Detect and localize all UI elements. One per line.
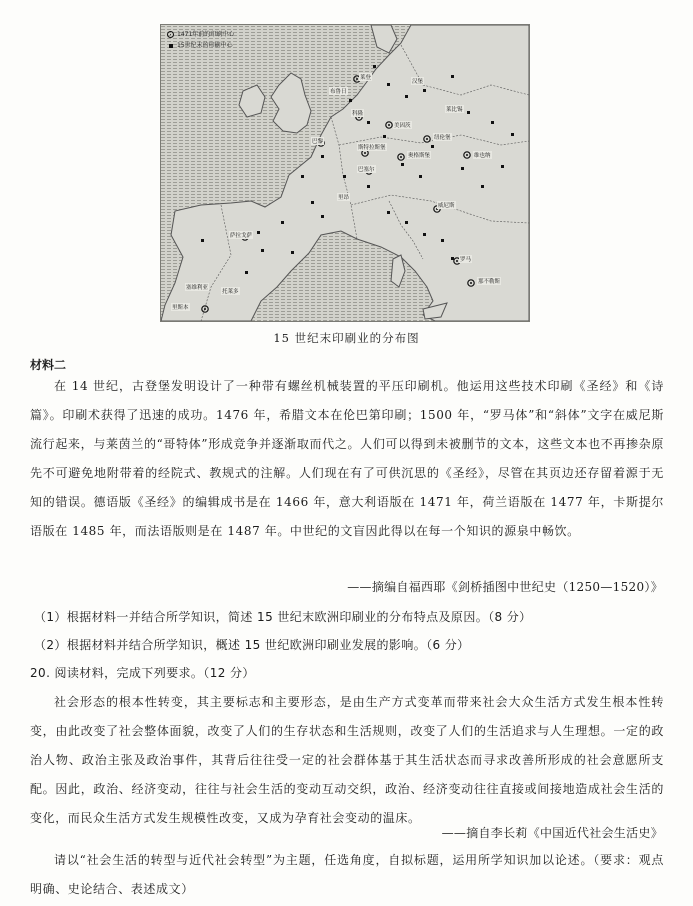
city-label: 美因茨 — [394, 123, 411, 129]
city-label: 里斯本 — [172, 305, 189, 311]
city-label: 托莱多 — [222, 289, 239, 295]
city-label: 汉堡 — [412, 79, 424, 85]
map-graphic — [161, 25, 529, 321]
minor-center-marker — [281, 221, 284, 224]
minor-center-marker — [431, 145, 434, 148]
minor-center-marker — [405, 221, 408, 224]
question-20-source: ——摘自李长莉《中国近代社会生活史》 — [441, 826, 663, 840]
minor-center-marker — [311, 201, 314, 204]
minor-center-marker — [291, 251, 294, 254]
minor-center-marker — [245, 271, 248, 274]
minor-center-marker — [423, 233, 426, 236]
minor-center-marker — [367, 121, 370, 124]
question-20-title: 20. 阅读材料，完成下列要求。（12 分） — [30, 666, 255, 680]
printing-distribution-map — [160, 24, 530, 322]
city-label: 科隆 — [352, 111, 364, 117]
minor-center-marker — [343, 175, 346, 178]
legend-entry-2 — [167, 40, 234, 51]
minor-center-marker — [467, 111, 470, 114]
question-20-paragraph: 社会形态的根本性转变，其主要标志和主要形态，是由生产方式变革而带来社会大众生活方式发生根本性转变，由此改变了社会整体面貌，改变了人们的生存状态和生活规则，改变了人们的生活追求与人生理想。一定的政治人物、政治主张及政治事件，其背后往往受一定的社会群体基于其生活状态而寻求改善所形成的社会意愿所支配。因此，政治、经济变动，往往与社会生活的变动互动交织，政治、经济变动往往直接或间接地造成社会生活的变化，而民众生活方式发生规模性改变，又成为孕育社会变动的温床。 — [30, 695, 664, 825]
city-label: 巴黎 — [312, 139, 324, 145]
minor-center-marker — [461, 167, 464, 170]
minor-center-marker — [373, 65, 376, 68]
material-2-source: ——摘编自福西耶《剑桥插图中世纪史（1250—1520）》 — [347, 580, 663, 594]
legend-label-1: 1471年前的印刷中心 — [177, 31, 235, 38]
minor-center-marker — [387, 83, 390, 86]
city-label: 巴塞尔 — [358, 167, 375, 173]
legend-entry-1 — [167, 29, 234, 40]
minor-center-marker — [419, 175, 422, 178]
square-dot-icon — [169, 44, 173, 48]
minor-center-marker — [511, 133, 514, 136]
minor-center-marker — [349, 99, 352, 102]
minor-center-marker — [383, 135, 386, 138]
material-2-paragraph: 在 14 世纪，古登堡发明设计了一种带有螺丝机械装置的平压印刷机。他运用这些技术印刷《圣经》和《诗篇》。印刷术获得了迅速的成功。1476 年，希腊文本在伦巴第印刷；1500 年，“罗马体”和“斜体”文字在威尼斯流行起来，与莱茵兰的“哥特体”形成竞争并逐渐取而代之。人们可以得到未被删节的文本，这些文本也不再掺杂原先不可避免地附带着的经院式、教规式的注解。人们现在有了可供沉思的《圣经》，尽管在其页边还存留着源于无知的错误。德语版《圣经》的编辑成书是在 1466 年，意大利语版在 1471 年，荷兰语版在 1477 年，卡斯提尔语版在 1485 年，而法语版则是在 1487 年。中世纪的文盲因此得以在每一个知识的源泉中畅饮。 — [30, 379, 664, 538]
minor-center-marker — [321, 155, 324, 158]
minor-center-marker — [441, 239, 444, 242]
ring-dot-icon — [167, 31, 174, 38]
minor-center-marker — [387, 211, 390, 214]
minor-center-marker — [405, 95, 408, 98]
minor-center-marker — [451, 75, 454, 78]
legend-label-2: 15世纪末的印刷中心 — [177, 42, 233, 49]
city-label: 罗马 — [460, 257, 472, 263]
minor-center-marker — [367, 185, 370, 188]
city-label: 威尼斯 — [438, 203, 455, 209]
city-label: 纽伦堡 — [434, 135, 451, 141]
minor-center-marker — [491, 121, 494, 124]
city-label: 莱比锡 — [446, 107, 463, 113]
minor-center-marker — [321, 215, 324, 218]
city-label: 里昂 — [338, 195, 350, 201]
minor-center-marker — [261, 249, 264, 252]
city-label: 塞维利亚 — [186, 285, 209, 291]
city-label: 布鲁日 — [330, 89, 347, 95]
minor-center-marker — [481, 185, 484, 188]
map-caption: 15 世纪末印刷业的分布图 — [273, 331, 420, 345]
map-legend — [167, 29, 234, 51]
minor-center-marker — [201, 239, 204, 242]
material-2-heading: 材料二 — [30, 358, 67, 372]
city-label: 那不勒斯 — [478, 279, 501, 285]
question-19-1: （1）根据材料一并结合所学知识，简述 15 世纪末欧洲印刷业的分布特点及原因。（8 分） — [34, 610, 532, 624]
minor-center-marker — [501, 165, 504, 168]
city-label: 斯特拉斯堡 — [358, 145, 386, 151]
minor-center-marker — [301, 175, 304, 178]
minor-center-marker — [257, 231, 260, 234]
minor-center-marker — [401, 163, 404, 166]
city-label: 莱登 — [360, 75, 372, 81]
question-20-task: 请以“社会生活的转型与近代社会转型”为主题，任选角度，自拟标题，运用所学知识加以论述。（要求：观点明确、史论结合、表述成文） — [30, 853, 664, 896]
question-19-2: （2）根据材料并结合所学知识，概述 15 世纪欧洲印刷业发展的影响。（6 分） — [34, 638, 470, 652]
minor-center-marker — [423, 89, 426, 92]
city-label: 萨拉戈萨 — [230, 233, 253, 239]
city-label: 奥格斯堡 — [408, 153, 431, 159]
city-label: 维也纳 — [474, 153, 491, 159]
